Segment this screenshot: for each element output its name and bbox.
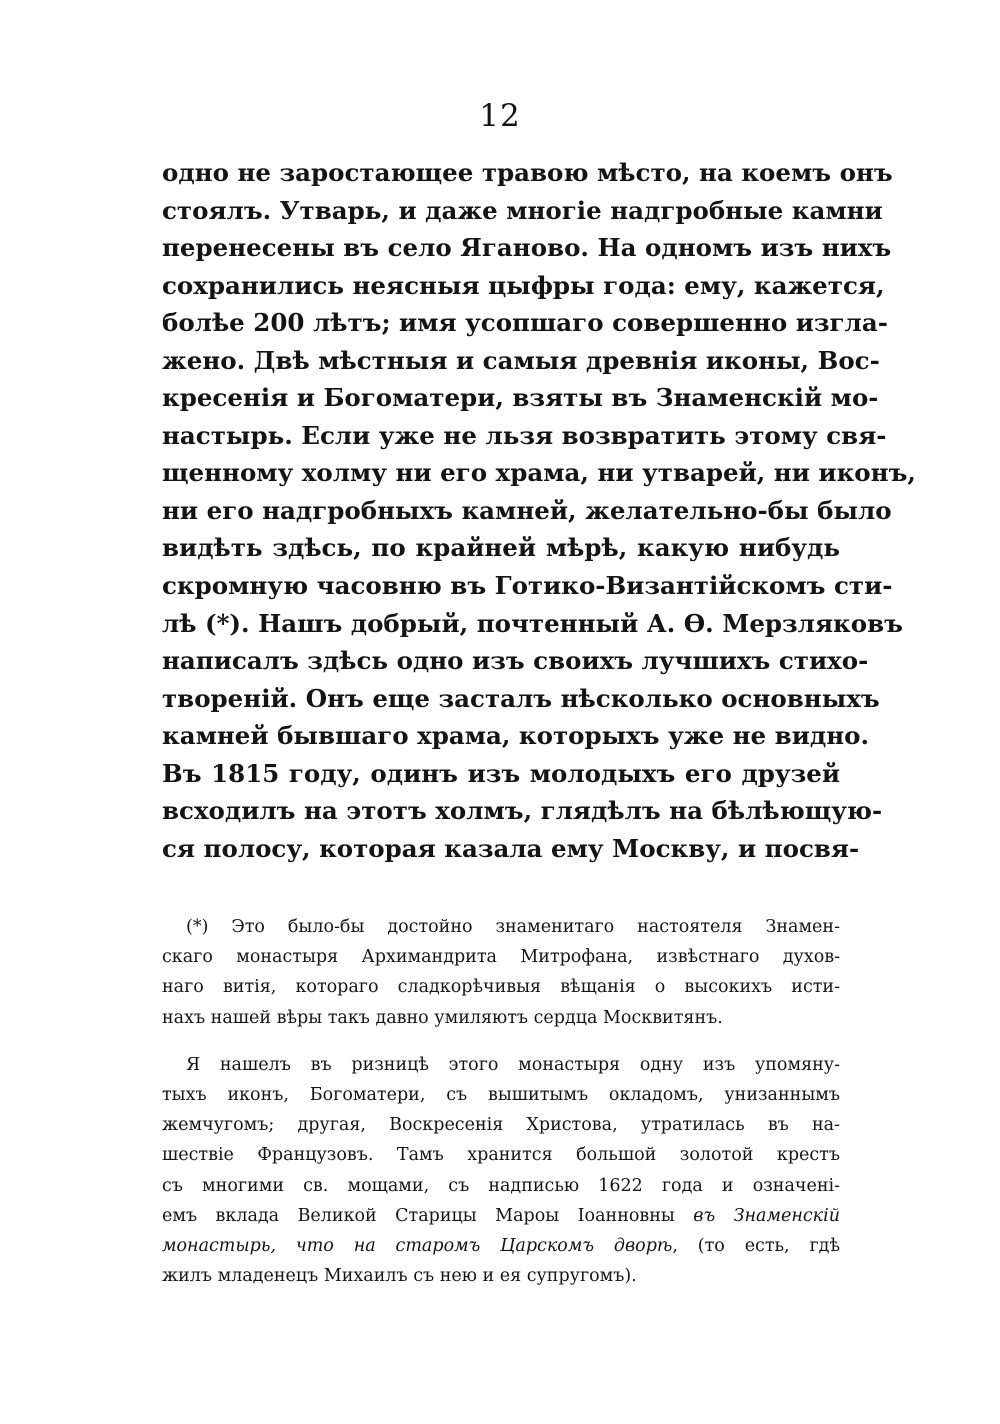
footnote-text-italic: въ Знаменскій: [693, 1205, 840, 1226]
text-line: лѣ (*). Нашъ добрый, почтенный А. Ѳ. Мерзляковъ: [162, 608, 903, 638]
text-line: написалъ здѣсь одно изъ своихъ лучшихъ стихо-: [162, 646, 869, 676]
text-line: стоялъ. Утварь, и даже многіе надгробные камни: [162, 195, 883, 225]
text-line: всходилъ на этотъ холмъ, глядѣлъ на бѣлѣющую-: [162, 796, 883, 826]
text-line: сохранились неясныя цыфры года: ему, кажется,: [162, 270, 885, 300]
footnote-text-plain: емъ вклада Великой Старицы Мароы Іоанновны: [162, 1205, 694, 1226]
text-line: скромную часовню въ Готико-Византійскомъ сти-: [162, 571, 893, 601]
text-line: настырь. Если уже не льзя возвратить этому свя-: [162, 420, 887, 450]
main-text-block: [162, 154, 916, 867]
text-line: одно не заростающее травою мѣсто, на коемъ онъ: [162, 158, 893, 187]
text-line: камней бывшаго храма, которыхъ уже не видно.: [162, 721, 870, 751]
footnote-line: шествіе Французовъ. Тамъ хранится большой золотой крестъ: [162, 1145, 840, 1166]
footnote-text-italic: монастырь, что на старомъ Царскомъ дворѣ: [162, 1235, 673, 1256]
footnote-line: (*) Это было-бы достойно знаменитаго настоятеля Знамен-: [186, 917, 840, 937]
footnote-line: съ многими св. мощами, съ надписью 1622 года и означені-: [162, 1175, 840, 1196]
text-line: перенесены въ село Ягaново. На одномъ изъ нихъ: [162, 233, 892, 263]
footnote-line: скаго монастыря Архимандрита Митрофана, извѣстнаго духов-: [162, 947, 840, 968]
text-line: болѣе 200 лѣтъ; имя усопшаго совершенно изгла-: [162, 308, 888, 338]
text-line: Въ 1815 году, одинъ изъ молодыхъ его друзей: [162, 758, 840, 788]
text-line: кресенія и Богоматери, взяты въ Знаменскій мо-: [162, 383, 879, 413]
page-number: 12: [479, 98, 521, 134]
footnote-line: тыхъ иконъ, Богоматери, съ вышитымъ окладомъ, унизаннымъ: [162, 1084, 840, 1105]
footnote-line: Я нашелъ въ ризницѣ этого монастыря одну изъ упомяну-: [186, 1054, 840, 1075]
footnote-paragraph-1: [162, 912, 840, 1033]
footnote-line: [162, 1201, 840, 1231]
text-line: ни его надгробныхъ камней, желательно-бы было: [162, 495, 892, 525]
footnote-block: [162, 912, 840, 1291]
text-line: жено. Двѣ мѣстныя и самыя древнія иконы, Вос-: [162, 345, 880, 375]
footnote-line: [162, 1231, 840, 1261]
footnote-line: жемчугомъ; другая, Воскресенія Христова, утратилась въ на-: [162, 1115, 840, 1136]
text-line: видѣть здѣсь, по крайней мѣрѣ, какую нибудь: [162, 533, 840, 563]
footnote-line: жилъ младенецъ Михаилъ съ нею и ея супругомъ).: [162, 1266, 637, 1287]
footnote-line: наго витія, котораго сладкорѣчивыя вѣщанія о высокихъ исти-: [162, 977, 840, 998]
footnote-text-plain: , (то есть, гдѣ: [672, 1235, 840, 1256]
text-line: щенному холму ни его храма, ни утварей, ни иконъ,: [162, 458, 916, 488]
text-line: ся полосу, которая казала ему Москву, и посвя-: [162, 833, 860, 863]
text-line: твореній. Онъ еще засталъ нѣсколько основныхъ: [162, 683, 880, 713]
footnote-line: нахъ нашей вѣры такъ давно умиляютъ сердца Москвитянъ.: [162, 1007, 723, 1028]
footnote-paragraph-2: [162, 1050, 840, 1292]
footnote-spacer: [162, 1033, 840, 1050]
